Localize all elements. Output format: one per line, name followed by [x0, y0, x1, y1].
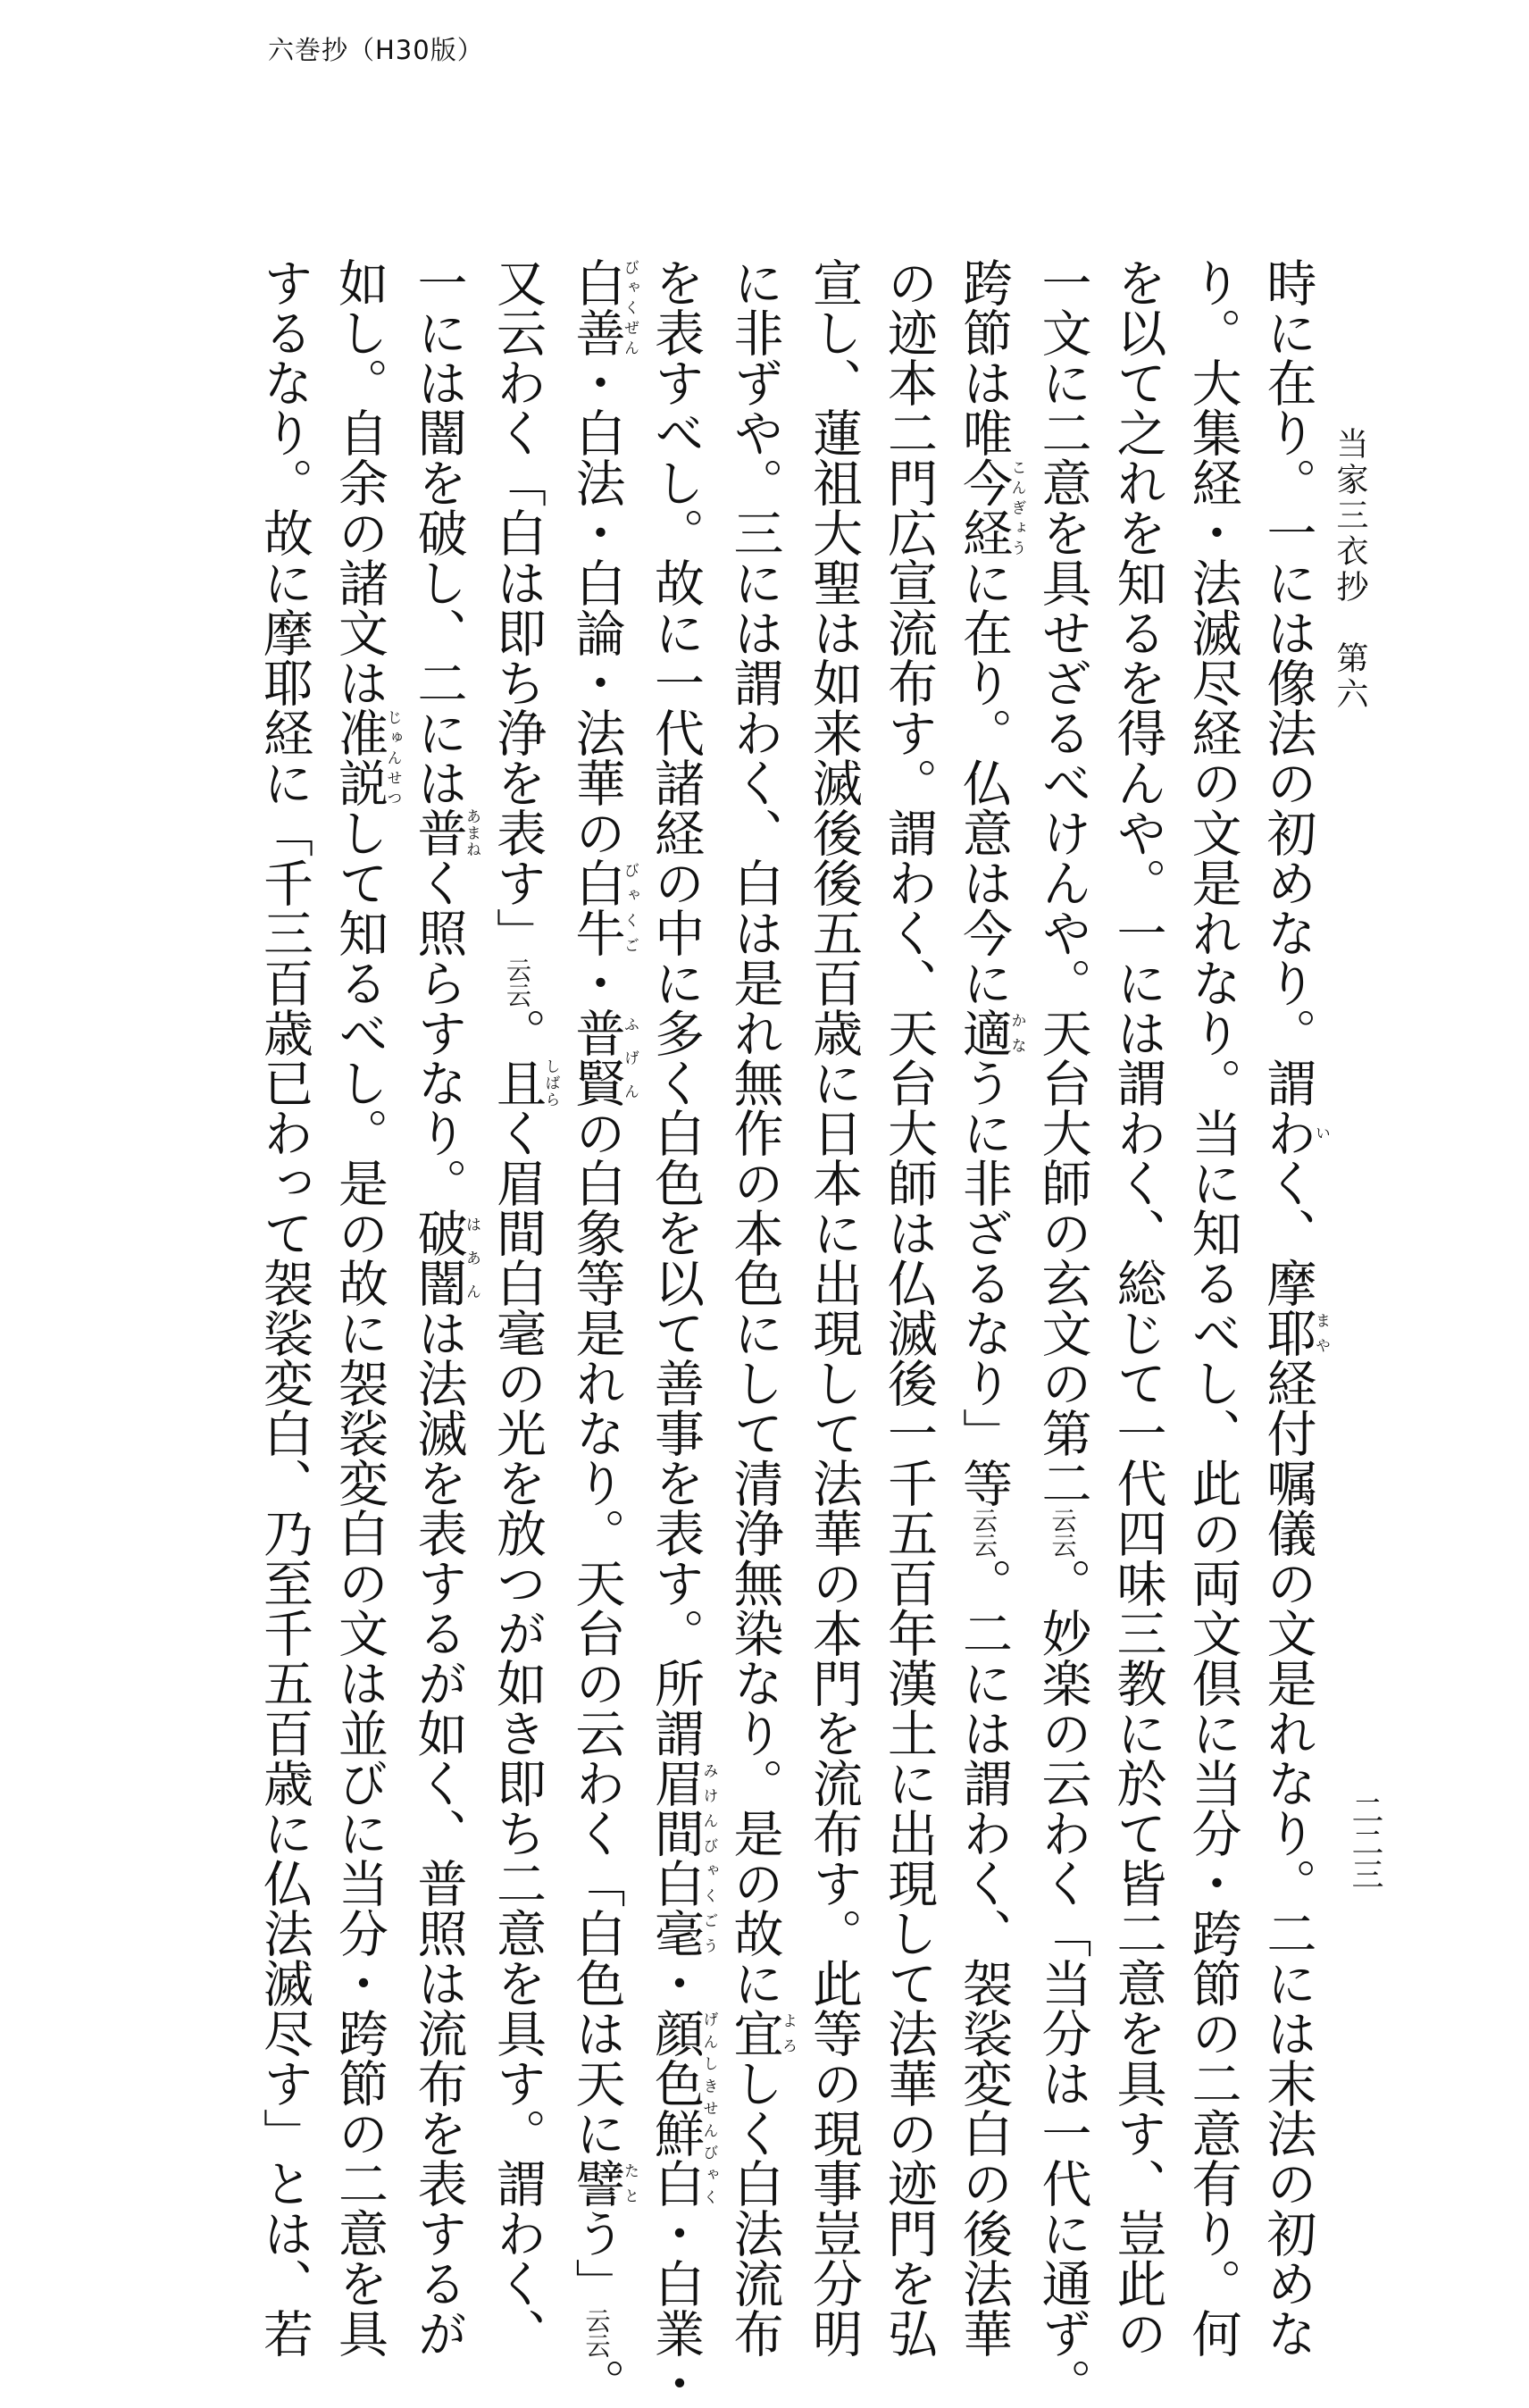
interlinear-note: 云云	[969, 1508, 998, 1558]
text-run: を以て之れを知るを得んや。一には謂わく、総じて一代四味三教に於て皆二意を具す、豈此の	[1108, 257, 1167, 2358]
text-run: ・白法・白論・法華の	[567, 357, 626, 857]
text-run: しく白法流布	[725, 2058, 784, 2358]
ruby-base: 白牛	[567, 857, 626, 957]
book-edition-tag: 六巻抄（H30版）	[268, 35, 484, 65]
ruby-word	[567, 857, 639, 957]
body-text	[179, 257, 1330, 2408]
text-run: 又云わく「白は即ち浄を表す」	[489, 257, 547, 957]
ruby-base: 適	[955, 1008, 1013, 1058]
text-column	[1025, 257, 1100, 2408]
ruby-word	[955, 1008, 1026, 1058]
running-head: 当家三衣抄 第六	[1332, 427, 1368, 713]
furigana: よろ	[779, 2008, 797, 2058]
ruby-word	[567, 1008, 639, 1108]
furigana: たと	[621, 2158, 639, 2208]
text-column	[559, 257, 639, 2408]
ruby-word	[330, 707, 402, 807]
text-column	[1250, 257, 1330, 2358]
text-run: うに非ざるなり」等	[955, 1058, 1013, 1508]
ruby-word	[409, 1208, 480, 1308]
interlinear-note: 云云	[503, 957, 532, 1008]
text-run: り。大集経・法滅尽経の文是れなり。当に知るべし、此の両文倶に当分・跨節の二意有り。何	[1183, 257, 1242, 2358]
ruby-word	[1258, 1108, 1330, 1158]
furigana: い	[1312, 1108, 1330, 1158]
text-column	[946, 257, 1026, 2358]
ruby-base: わ	[1258, 1108, 1317, 1158]
text-column	[638, 257, 718, 2408]
text-run: ・白業・	[647, 2208, 705, 2408]
ruby-base: 顔色鮮白	[647, 2008, 705, 2208]
text-run: く眉間白毫の光を放つが如き即ち二意を具す。謂わく、	[489, 1108, 547, 2358]
text-run: ・	[567, 957, 626, 1008]
interlinear-note: 云云	[581, 2308, 612, 2358]
ruby-word	[409, 807, 480, 857]
ruby-base: 准説	[330, 707, 389, 807]
furigana: ふげん	[621, 1008, 639, 1108]
interlinear-note: 云云	[1048, 1508, 1078, 1558]
text-column	[401, 257, 480, 2358]
ruby-base: 普賢	[567, 1008, 626, 1108]
ruby-base: 眉間白毫	[647, 1758, 705, 1958]
text-run: く照らすなり。	[409, 857, 468, 1208]
text-column	[1175, 257, 1250, 2358]
furigana: まや	[1312, 1308, 1330, 1358]
text-run: の迹本二門広宣流布す。謂わく、天台大師は仏滅後一千五百年漢土に出現して法華の迹門を弘	[880, 257, 938, 2358]
ruby-word	[647, 1758, 718, 1958]
ruby-base: 破闇	[409, 1208, 468, 1308]
text-run: 一には闇を破し、二には	[409, 257, 468, 807]
text-column	[1100, 257, 1175, 2358]
text-run: う」	[567, 2208, 626, 2308]
text-run: 如し。自余の諸文は	[330, 257, 389, 707]
text-run: の白象等是れなり。天台の云わく「白色は天に	[567, 1108, 626, 2158]
text-run: 。	[489, 1008, 547, 1058]
text-column	[322, 257, 402, 2358]
furigana: かな	[1007, 1008, 1026, 1058]
furigana: げんしきせんびゃく	[699, 2008, 718, 2208]
ruby-word	[1258, 1308, 1330, 1358]
furigana: はあん	[463, 1208, 480, 1308]
text-column	[717, 257, 797, 2358]
ruby-word	[955, 457, 1026, 557]
ruby-base: 今経	[955, 457, 1013, 557]
text-run: 時に在り。一には像法の初めなり。謂	[1258, 257, 1317, 1108]
text-run: は法滅を表するが如く、普照は流布を表するが	[409, 1308, 468, 2358]
ruby-word	[647, 2008, 718, 2208]
furigana: じゅんせつ	[383, 707, 402, 807]
text-run: に非ずや。三には謂わく、白は是れ無作の本色にして清浄無染なり。是の故に	[725, 257, 784, 2008]
text-run: 。妙楽の云わく「当分は一代に通ず。	[1033, 1558, 1092, 2408]
text-column	[796, 257, 871, 2358]
ruby-base: 耶	[1258, 1308, 1317, 1358]
furigana: びゃくご	[621, 857, 639, 957]
text-column	[246, 257, 322, 2358]
text-run: 経付嘱儀の文是れなり。二には末法の初めな	[1258, 1358, 1317, 2358]
text-column	[480, 257, 560, 2358]
text-run: して知るべし。是の故に袈裟変白の文は並びに当分・跨節の二意を具	[330, 807, 389, 2358]
ruby-word	[567, 2158, 639, 2208]
ruby-word	[489, 1058, 560, 1108]
furigana: しばら	[541, 1058, 560, 1108]
furigana: あまね	[463, 807, 480, 857]
ruby-word	[567, 257, 639, 357]
ruby-base: 白善	[567, 257, 626, 357]
text-run: ・	[647, 1958, 705, 2008]
ruby-base: 譬	[567, 2158, 626, 2208]
text-run: するなり。故に摩耶経に「千三百歳已わって袈裟変白、乃至千五百歳に仏法滅尽す」とは、若	[255, 257, 313, 2358]
text-run: 跨節は唯	[955, 257, 1013, 457]
furigana: こんぎょう	[1007, 457, 1026, 557]
text-column	[871, 257, 946, 2358]
ruby-base: 且	[489, 1058, 547, 1108]
text-run: 。二には謂わく、袈裟変白の後法華	[955, 1558, 1013, 2358]
ruby-base: 宜	[725, 2008, 784, 2058]
text-run: 宣し、蓮祖大聖は如来滅後後五百歳に日本に出現して法華の本門を流布す。此等の現事豈分明	[805, 257, 863, 2358]
furigana: みけんびゃくごう	[699, 1758, 718, 1958]
text-run: に在り。仏意は今に	[955, 557, 1013, 1008]
text-run: を表すべし。故に一代諸経の中に多く白色を以て善事を表す。所謂	[647, 257, 705, 1758]
text-run: く、摩	[1258, 1158, 1317, 1308]
furigana: びゃくぜん	[621, 257, 639, 357]
text-run: 一文に二意を具せざるべけんや。天台大師の玄文の第二	[1033, 257, 1092, 1508]
ruby-word	[725, 2008, 797, 2058]
ruby-base: 普	[409, 807, 468, 857]
page-number: 二二三	[1347, 1793, 1383, 1890]
text-run: 。	[567, 2358, 626, 2408]
